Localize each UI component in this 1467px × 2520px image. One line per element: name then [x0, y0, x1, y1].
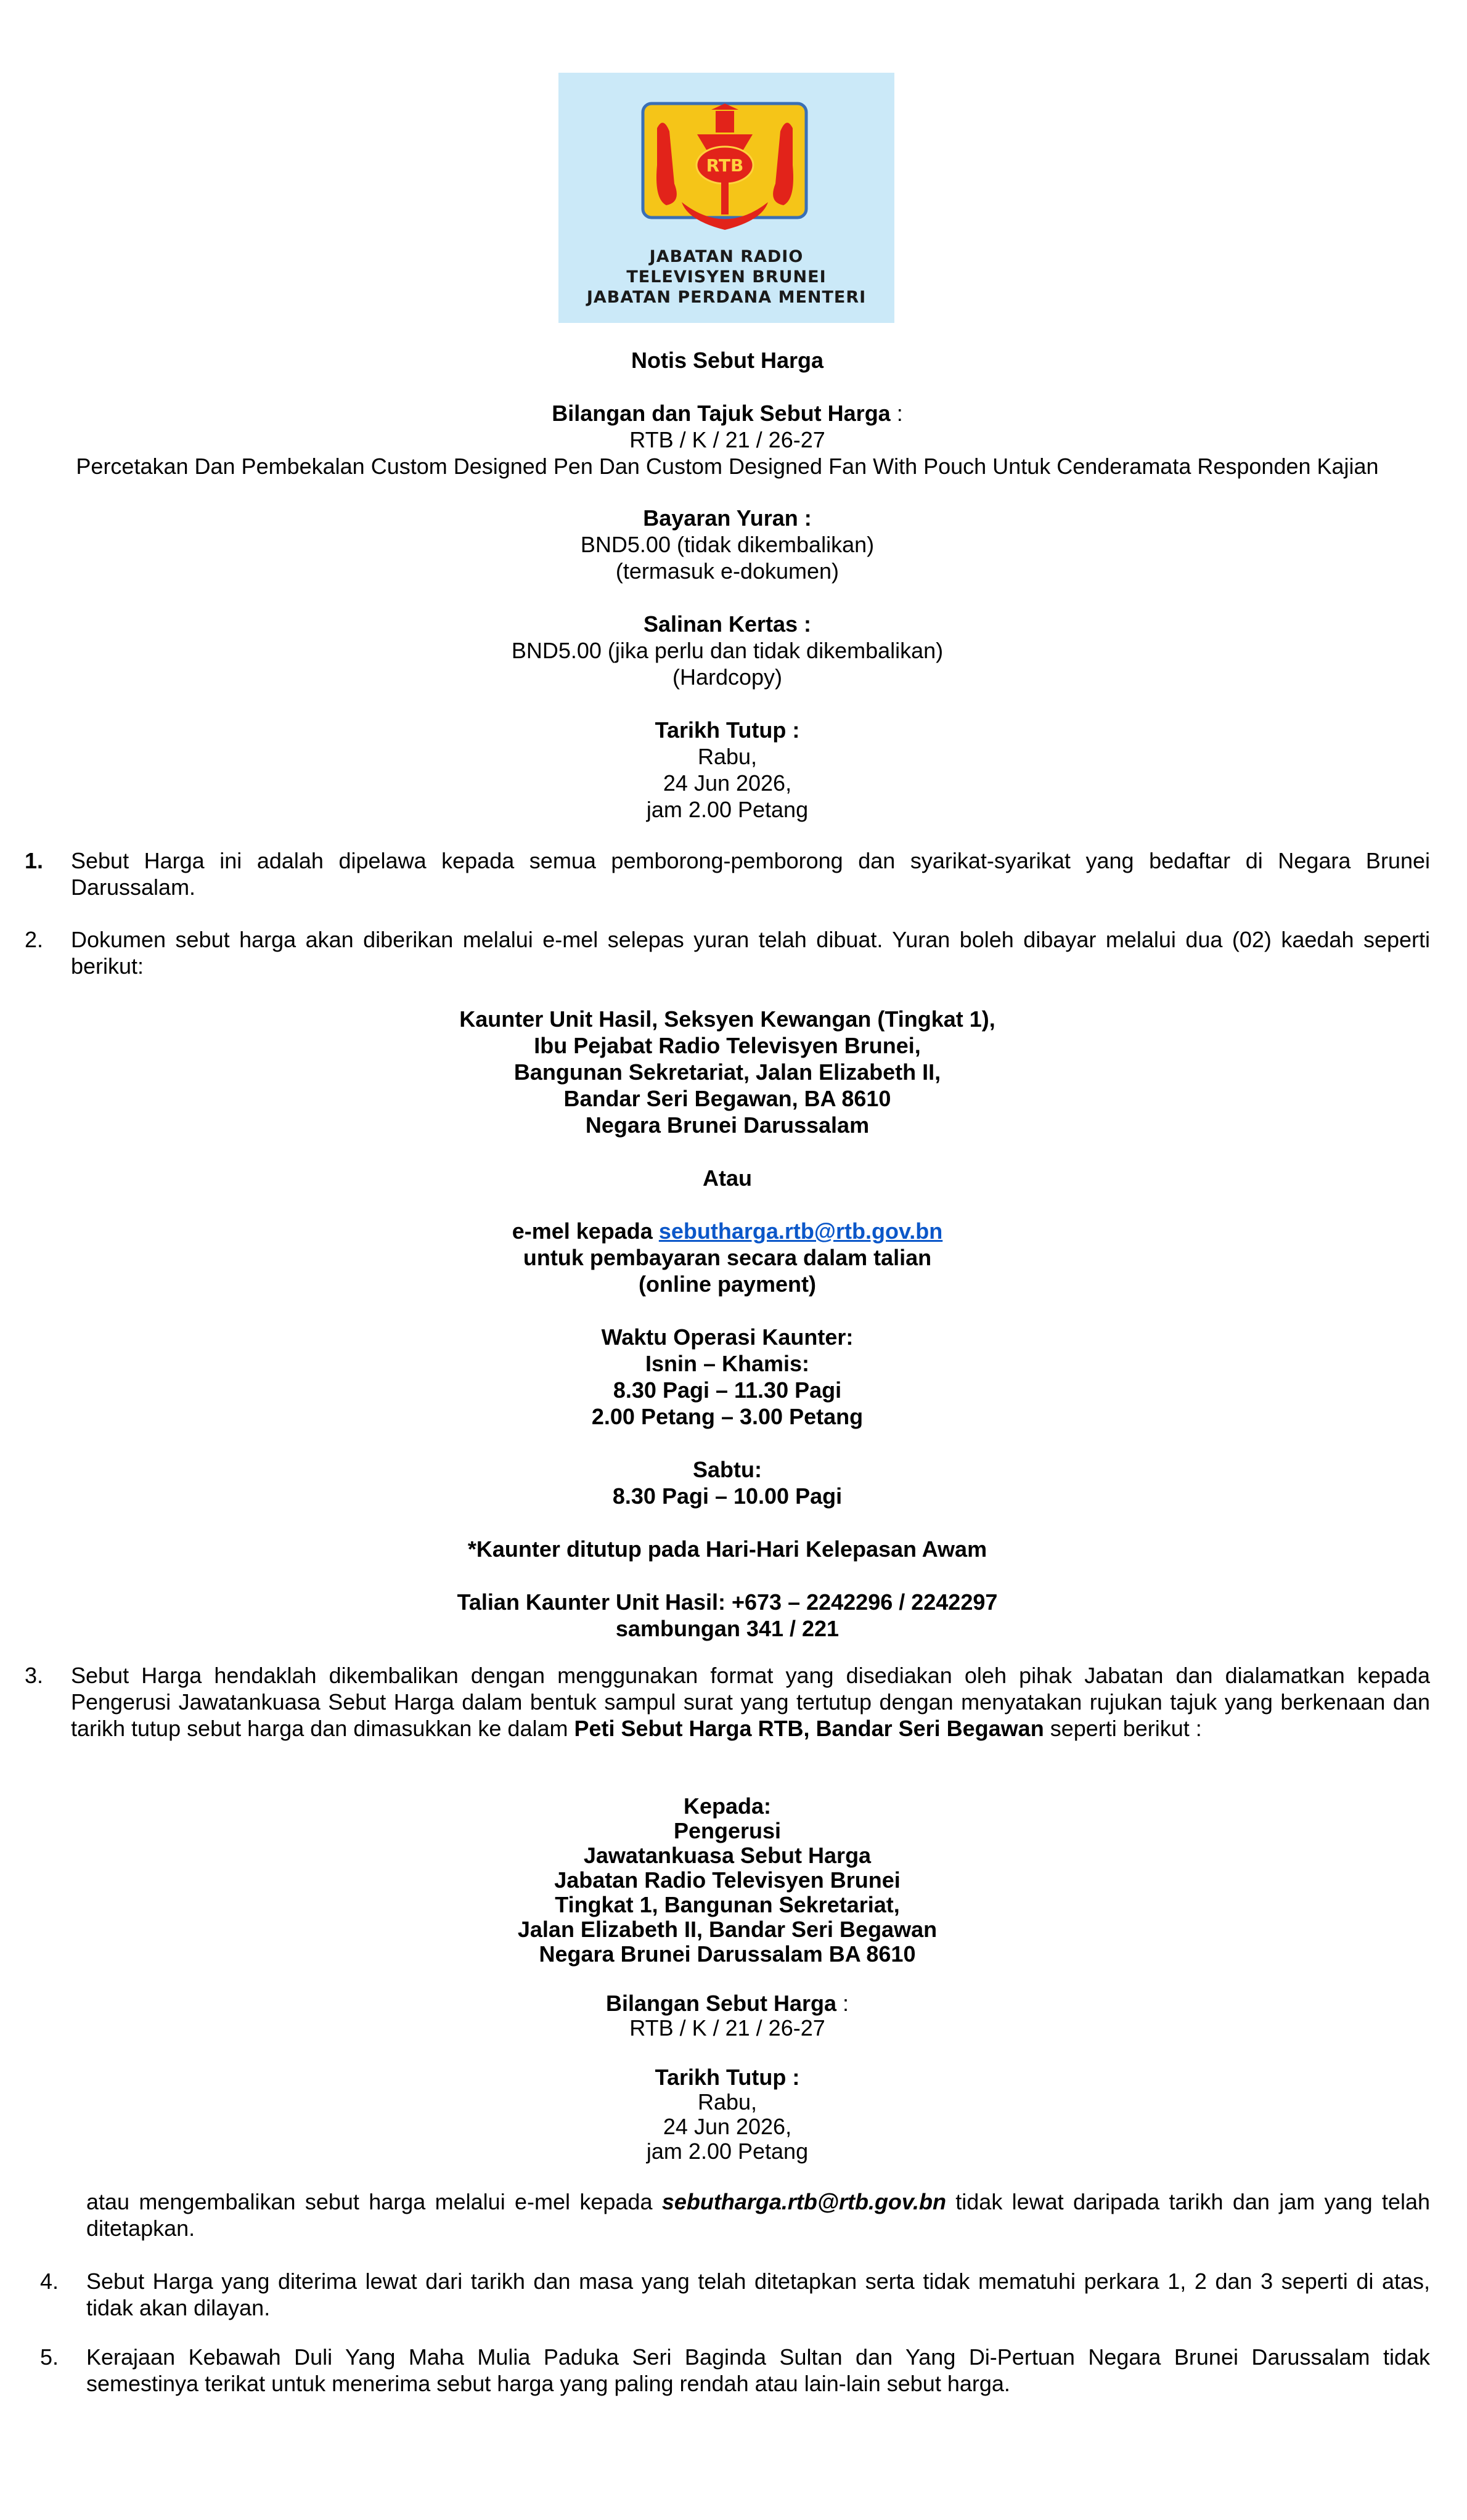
logo-line-2: TELEVISYEN BRUNEI: [626, 267, 827, 287]
address-line-5: Negara Brunei Darussalam: [585, 1112, 870, 1138]
item-3-text-c: seperti berikut :: [1044, 1716, 1202, 1741]
rtb-emblem-text: RTB: [706, 155, 744, 176]
hours-heading: Waktu Operasi Kaunter:: [601, 1324, 854, 1350]
recipient-ref-heading: Bilangan Sebut Harga: [605, 1991, 837, 2016]
item-1-number: 1.: [25, 848, 44, 873]
item-2-number: 2.: [25, 927, 44, 952]
weekday-morning: 8.30 Pagi – 11.30 Pagi: [613, 1377, 842, 1403]
counter-extension: sambungan 341 / 221: [615, 1616, 840, 1641]
item-2-text: Dokumen sebut harga akan diberikan melalui e-mel selepas yuran telah dibuat. Yuran boleh dibayar melalui dua (02) kaedah seperti berikut:: [71, 927, 1430, 979]
weekday-afternoon: 2.00 Petang – 3.00 Petang: [591, 1404, 864, 1429]
ref-title: Percetakan Dan Pembekalan Custom Designed Pen Dan Custom Designed Fan With Pouch Untuk Cenderamata Responden Kajian: [76, 454, 1379, 479]
ref-separator: :: [890, 401, 903, 426]
recipient-line-3: Jawatankuasa Sebut Harga: [583, 1843, 872, 1868]
paper-heading: Salinan Kertas :: [643, 611, 812, 637]
email-return-address: sebutharga.rtb@rtb.gov.bn: [661, 2189, 946, 2214]
address-line-3: Bangunan Sekretariat, Jalan Elizabeth II,: [513, 1059, 941, 1085]
payment-block: [37, 1006, 1418, 1642]
email-return-suffix: tidak lewat daripada tarikh dan jam yang telah ditetapkan.: [86, 2189, 1430, 2241]
address-line-1: Kaunter Unit Hasil, Seksyen Kewangan (Tingkat 1),: [459, 1006, 995, 1032]
paper-line-1: BND5.00 (jika perlu dan tidak dikembalikan): [511, 638, 944, 663]
fee-line-1: BND5.00 (tidak dikembalikan): [580, 532, 875, 557]
ref-number: RTB / K / 21 / 26-27: [629, 427, 825, 452]
recipient-close-day: Rabu,: [697, 2089, 758, 2114]
closing-day: Rabu,: [697, 744, 758, 769]
recipient-block: [37, 1794, 1418, 2164]
holiday-note: *Kaunter ditutup pada Hari-Hari Kelepasan Awam: [467, 1536, 987, 1562]
item-3-text: [71, 1662, 1430, 1742]
recipient-ref-separator: :: [836, 1991, 849, 2016]
item-4-text: Sebut Harga yang diterima lewat dari tarikh dan masa yang telah ditetapkan serta tidak mematuhi perkara 1, 2 dan 3 seperti di atas, tidak akan dilayan.: [86, 2269, 1430, 2320]
address-line-4: Bandar Seri Begawan, BA 8610: [563, 1086, 891, 1111]
payment-email-link[interactable]: sebutharga.rtb@rtb.gov.bn: [658, 1218, 943, 1244]
paper-line-2: (Hardcopy): [672, 664, 783, 690]
item-3-text-a: Sebut Harga hendaklah dikembalikan dengan menggunakan format yang disediakan oleh pihak Jabatan dan dialamatkan kepada Pengerusi Jawatankuasa Sebut Harga dalam bentuk sampul surat yang tertutup dengan menyatakan rujukan tajuk yang berkenaan dan tarikh tutup sebut harga dan dimasukkan ke dalam: [71, 1663, 1430, 1741]
closing-heading: Tarikh Tutup :: [655, 717, 800, 743]
ref-heading-line: [37, 400, 1418, 426]
item-4-number: 4.: [40, 2269, 59, 2294]
closing-date: 24 Jun 2026,: [663, 770, 792, 796]
recipient-line-2: Pengerusi: [673, 1818, 782, 1843]
recipient-close-heading: Tarikh Tutup :: [655, 2065, 800, 2090]
weekday-label: Isnin – Khamis:: [645, 1351, 810, 1376]
fee-line-2: (termasuk e-dokumen): [615, 558, 840, 584]
email-line-3: (online payment): [638, 1271, 817, 1297]
recipient-line-6: Jalan Elizabeth II, Bandar Seri Begawan: [517, 1917, 938, 1942]
or-label: Atau: [703, 1165, 752, 1191]
email-line: [37, 1218, 1418, 1244]
recipient-line-7: Negara Brunei Darussalam BA 8610: [539, 1941, 916, 1967]
recipient-ref-line: [37, 1991, 1418, 2016]
recipient-close-date: 24 Jun 2026,: [663, 2114, 792, 2139]
logo-line-1: JABATAN RADIO: [649, 247, 804, 266]
recipient-ref-number: RTB / K / 21 / 26-27: [629, 2015, 825, 2041]
item-5-number: 5.: [40, 2344, 59, 2370]
saturday-label: Sabtu:: [693, 1457, 762, 1482]
fee-heading: Bayaran Yuran :: [643, 505, 812, 531]
item-3-text-bold: Peti Sebut Harga RTB, Bandar Seri Begawan: [574, 1716, 1044, 1741]
notice-header: [37, 347, 1418, 823]
item-3-number: 3.: [25, 1663, 44, 1688]
logo-line-3: JABATAN PERDANA MENTERI: [586, 288, 867, 307]
recipient-line-1: Kepada:: [683, 1793, 772, 1819]
email-prefix: e-mel kepada: [512, 1218, 659, 1244]
address-line-2: Ibu Pejabat Radio Televisyen Brunei,: [534, 1033, 921, 1058]
saturday-hours: 8.30 Pagi – 10.00 Pagi: [612, 1483, 843, 1509]
counter-phone: Talian Kaunter Unit Hasil: +673 – 2242296 / 2242297: [457, 1589, 998, 1615]
item-5-text: Kerajaan Kebawah Duli Yang Maha Mulia Paduka Seri Baginda Sultan dan Yang Di-Pertuan Negara Brunei Darussalam tidak semestinya terikat untuk menerima sebut harga yang paling rendah atau lain-lain sebut harga.: [86, 2344, 1430, 2396]
email-return-text: [86, 2188, 1430, 2241]
recipient-line-5: Tingkat 1, Bangunan Sekretariat,: [555, 1892, 900, 1917]
item-1-text: Sebut Harga ini adalah dipelawa kepada semua pemborong-pemborong dan syarikat-syarikat yang bedaftar di Negara Brunei Darussalam.: [71, 848, 1430, 900]
rtb-logo: [558, 73, 894, 323]
email-return-prefix: atau mengembalikan sebut harga melalui e-mel kepada: [86, 2189, 662, 2214]
recipient-line-4: Jabatan Radio Televisyen Brunei: [554, 1867, 901, 1893]
ref-heading: Bilangan dan Tajuk Sebut Harga: [552, 401, 891, 426]
page-title: Notis Sebut Harga: [631, 348, 824, 373]
email-line-2: untuk pembayaran secara dalam talian: [523, 1245, 932, 1270]
closing-time: jam 2.00 Petang: [646, 797, 809, 822]
recipient-close-time: jam 2.00 Petang: [646, 2139, 809, 2164]
